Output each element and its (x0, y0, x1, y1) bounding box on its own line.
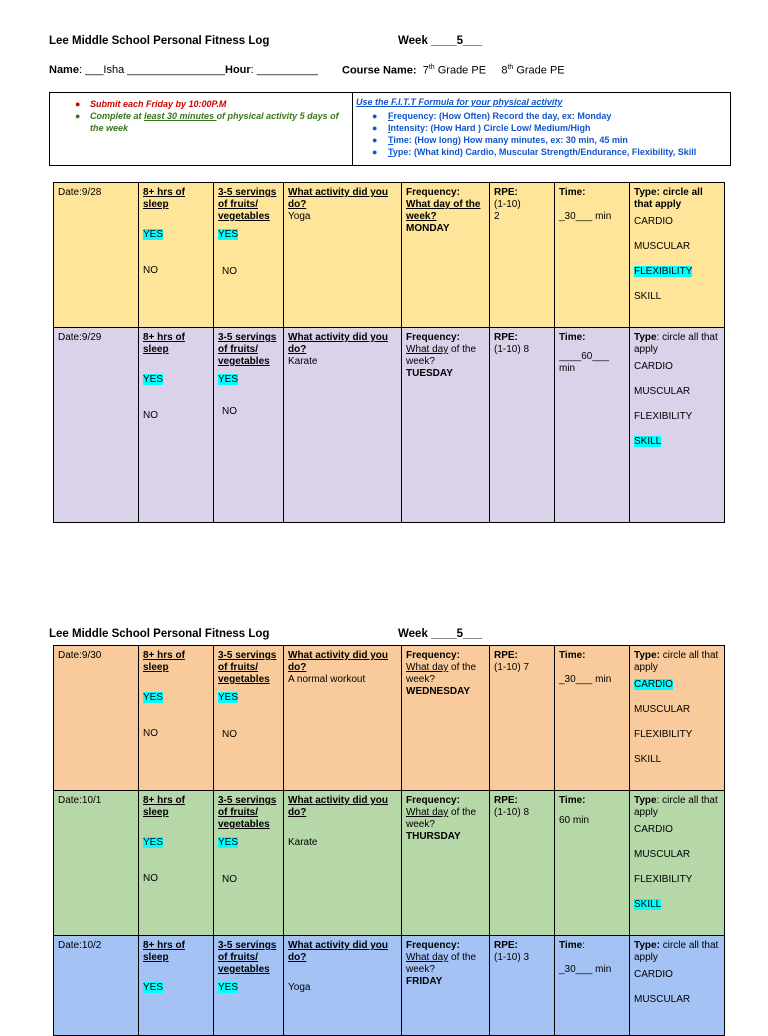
activity-cell: What activity did you do? Yoga (284, 183, 402, 328)
rpe-value: (1-10) 8 (494, 344, 530, 355)
fitness-log-table-2 (53, 645, 725, 1036)
fruit-cell: 3-5 servings of fruits/ vegetables YES NO (214, 328, 284, 523)
table-row (54, 791, 725, 936)
activity-cell: What activity did you do? Karate (284, 791, 402, 936)
fruit-cell: 3-5 servings of fruits/ vegetables YES NO (214, 791, 284, 936)
rpe-cell: RPE: (1-10) 8 (490, 328, 555, 523)
page2-title: Lee Middle School Personal Fitness Log (49, 628, 270, 640)
fruit-yes: YES (218, 374, 239, 385)
type-cell: Type: circle all that apply CARDIO MUSCULAR FLEXIBILITY SKILL (630, 791, 725, 936)
date-cell: Date:10/2 (54, 936, 139, 1036)
time-cell: Time: _30___ min (555, 936, 630, 1036)
fruit-cell: 3-5 servings of fruits/ vegetables YES (214, 936, 284, 1036)
rpe-cell: RPE: (1-10) 2 (490, 183, 555, 328)
date-cell: Date:10/1 (54, 791, 139, 936)
sleep-cell: 8+ hrs of sleep YES NO (139, 183, 214, 328)
day-value: TUESDAY (406, 368, 453, 379)
time-value: _30___ min (559, 674, 612, 685)
type-selected: SKILL (634, 899, 662, 910)
date-cell: Date:9/30 (54, 646, 139, 791)
activity-cell: What activity did you do? Yoga (284, 936, 402, 1036)
type-cell: Type: circle all that apply CARDIO MUSCULAR FLEXIBILITY SKILL (630, 328, 725, 523)
complete-instruction: ● Complete at least 30 minutes of physical activity 5 days of the week (75, 111, 339, 133)
type-cell: Type: circle all that apply CARDIO MUSCULAR FLEXIBILITY SKILL (630, 646, 725, 791)
activity-value: Karate (288, 837, 318, 848)
sleep-yes: YES (143, 692, 164, 703)
sleep-cell: 8+ hrs of sleep YES NO (139, 646, 214, 791)
day-value: MONDAY (406, 223, 450, 234)
sleep-yes: YES (143, 229, 164, 240)
submit-instruction: ● Submit each Friday by 10:00P.M (75, 99, 227, 109)
time-value: ____60___ min (559, 351, 610, 374)
frequency-cell: Frequency: What day of the week? THURSDAY (402, 791, 490, 936)
table-row (54, 936, 725, 1036)
type-cell: Type: circle all that apply CARDIO MUSCULAR FLEXIBILITY SKILL (630, 183, 725, 328)
fruit-yes: YES (218, 692, 239, 703)
day-value: FRIDAY (406, 976, 443, 987)
hour-field: Hour: __________ (225, 64, 318, 76)
rpe-value: 2 (494, 211, 500, 222)
fitt-heading: Use the F.I.T.T Formula for your physical activity (356, 97, 563, 107)
date-cell: Date:9/29 (54, 328, 139, 523)
fruit-cell: 3-5 servings of fruits/ vegetables YES NO (214, 183, 284, 328)
sleep-no: NO (143, 728, 158, 739)
fitt-intensity: ● Intensity: (How Hard ) Circle Low/ Medium/High (372, 123, 591, 133)
frequency-cell: Frequency: What day of the week? TUESDAY (402, 328, 490, 523)
rpe-cell: RPE: (1-10) 3 (490, 936, 555, 1036)
page2-week-label: Week ____5___ (398, 628, 483, 640)
day-value: WEDNESDAY (406, 686, 471, 697)
sleep-cell: 8+ hrs of sleep YES NO (139, 328, 214, 523)
sleep-cell: 8+ hrs of sleep YES NO (139, 791, 214, 936)
fitt-list (356, 110, 696, 158)
fruit-yes: YES (218, 837, 239, 848)
activity-cell: What activity did you do? A normal workout (284, 646, 402, 791)
frequency-cell: Frequency: What day of the week? MONDAY (402, 183, 490, 328)
instructions-left (50, 93, 353, 165)
fruit-yes: YES (218, 982, 239, 993)
week-label: Week ____5___ (398, 35, 483, 47)
fruit-no: NO (222, 874, 237, 885)
instructions-box (49, 92, 731, 166)
frequency-cell: Frequency: What day of the week? FRIDAY (402, 936, 490, 1036)
fruit-cell: 3-5 servings of fruits/ vegetables YES NO (214, 646, 284, 791)
time-cell: Time: _30___ min (555, 646, 630, 791)
page-title: Lee Middle School Personal Fitness Log (49, 35, 270, 47)
type-cell: Type: circle all that apply CARDIO MUSCULAR (630, 936, 725, 1036)
time-value: 60 min (559, 815, 590, 826)
fruit-no: NO (222, 266, 237, 277)
sleep-no: NO (143, 873, 158, 884)
time-cell: Time: _30___ min (555, 183, 630, 328)
fitt-time: ● Time: (How long) How many minutes, ex: 30 min, 45 min (372, 135, 628, 145)
sleep-yes: YES (143, 982, 164, 993)
activity-value: Yoga (288, 211, 311, 222)
day-value: THURSDAY (406, 831, 461, 842)
activity-cell: What activity did you do? Karate (284, 328, 402, 523)
course-field: Course Name: 7th Grade PE 8th Grade PE (342, 64, 565, 77)
sleep-no: NO (143, 410, 158, 421)
sleep-cell: 8+ hrs of sleep YES (139, 936, 214, 1036)
sleep-yes: YES (143, 374, 164, 385)
fitt-type: ● Type: (What kind) Cardio, Muscular Strength/Endurance, Flexibility, Skill (372, 147, 697, 157)
fruit-no: NO (222, 406, 237, 417)
table-row (54, 328, 725, 523)
name-field: Name: ___Isha ________________ (49, 64, 226, 76)
frequency-cell: Frequency: What day of the week? WEDNESDAY (402, 646, 490, 791)
fruit-yes: YES (218, 229, 239, 240)
table-row (54, 183, 725, 328)
type-selected: SKILL (634, 436, 662, 447)
sleep-no: NO (143, 265, 158, 276)
rpe-value: (1-10) 8 (494, 807, 530, 818)
rpe-cell: RPE: (1-10) 8 (490, 791, 555, 936)
time-cell: Time: ____60___ min (555, 328, 630, 523)
time-value: _30___ min (559, 964, 612, 975)
rpe-value: (1-10) 7 (494, 662, 530, 673)
fitt-frequency: ● Frequency: (How Often) Record the day, ex: Monday (372, 111, 612, 121)
time-cell: Time: 60 min (555, 791, 630, 936)
time-value: _30___ min (559, 211, 612, 222)
activity-value: Karate (288, 356, 318, 367)
activity-value: Yoga (288, 982, 311, 993)
rpe-cell: RPE: (1-10) 7 (490, 646, 555, 791)
sleep-yes: YES (143, 837, 164, 848)
date-cell: Date:9/28 (54, 183, 139, 328)
type-selected: FLEXIBILITY (634, 266, 693, 277)
rpe-value: (1-10) 3 (494, 952, 530, 963)
type-selected: CARDIO (634, 679, 673, 690)
table-row (54, 646, 725, 791)
fitness-log-table-1 (53, 182, 725, 523)
activity-value: A normal workout (288, 674, 366, 685)
fruit-no: NO (222, 729, 237, 740)
